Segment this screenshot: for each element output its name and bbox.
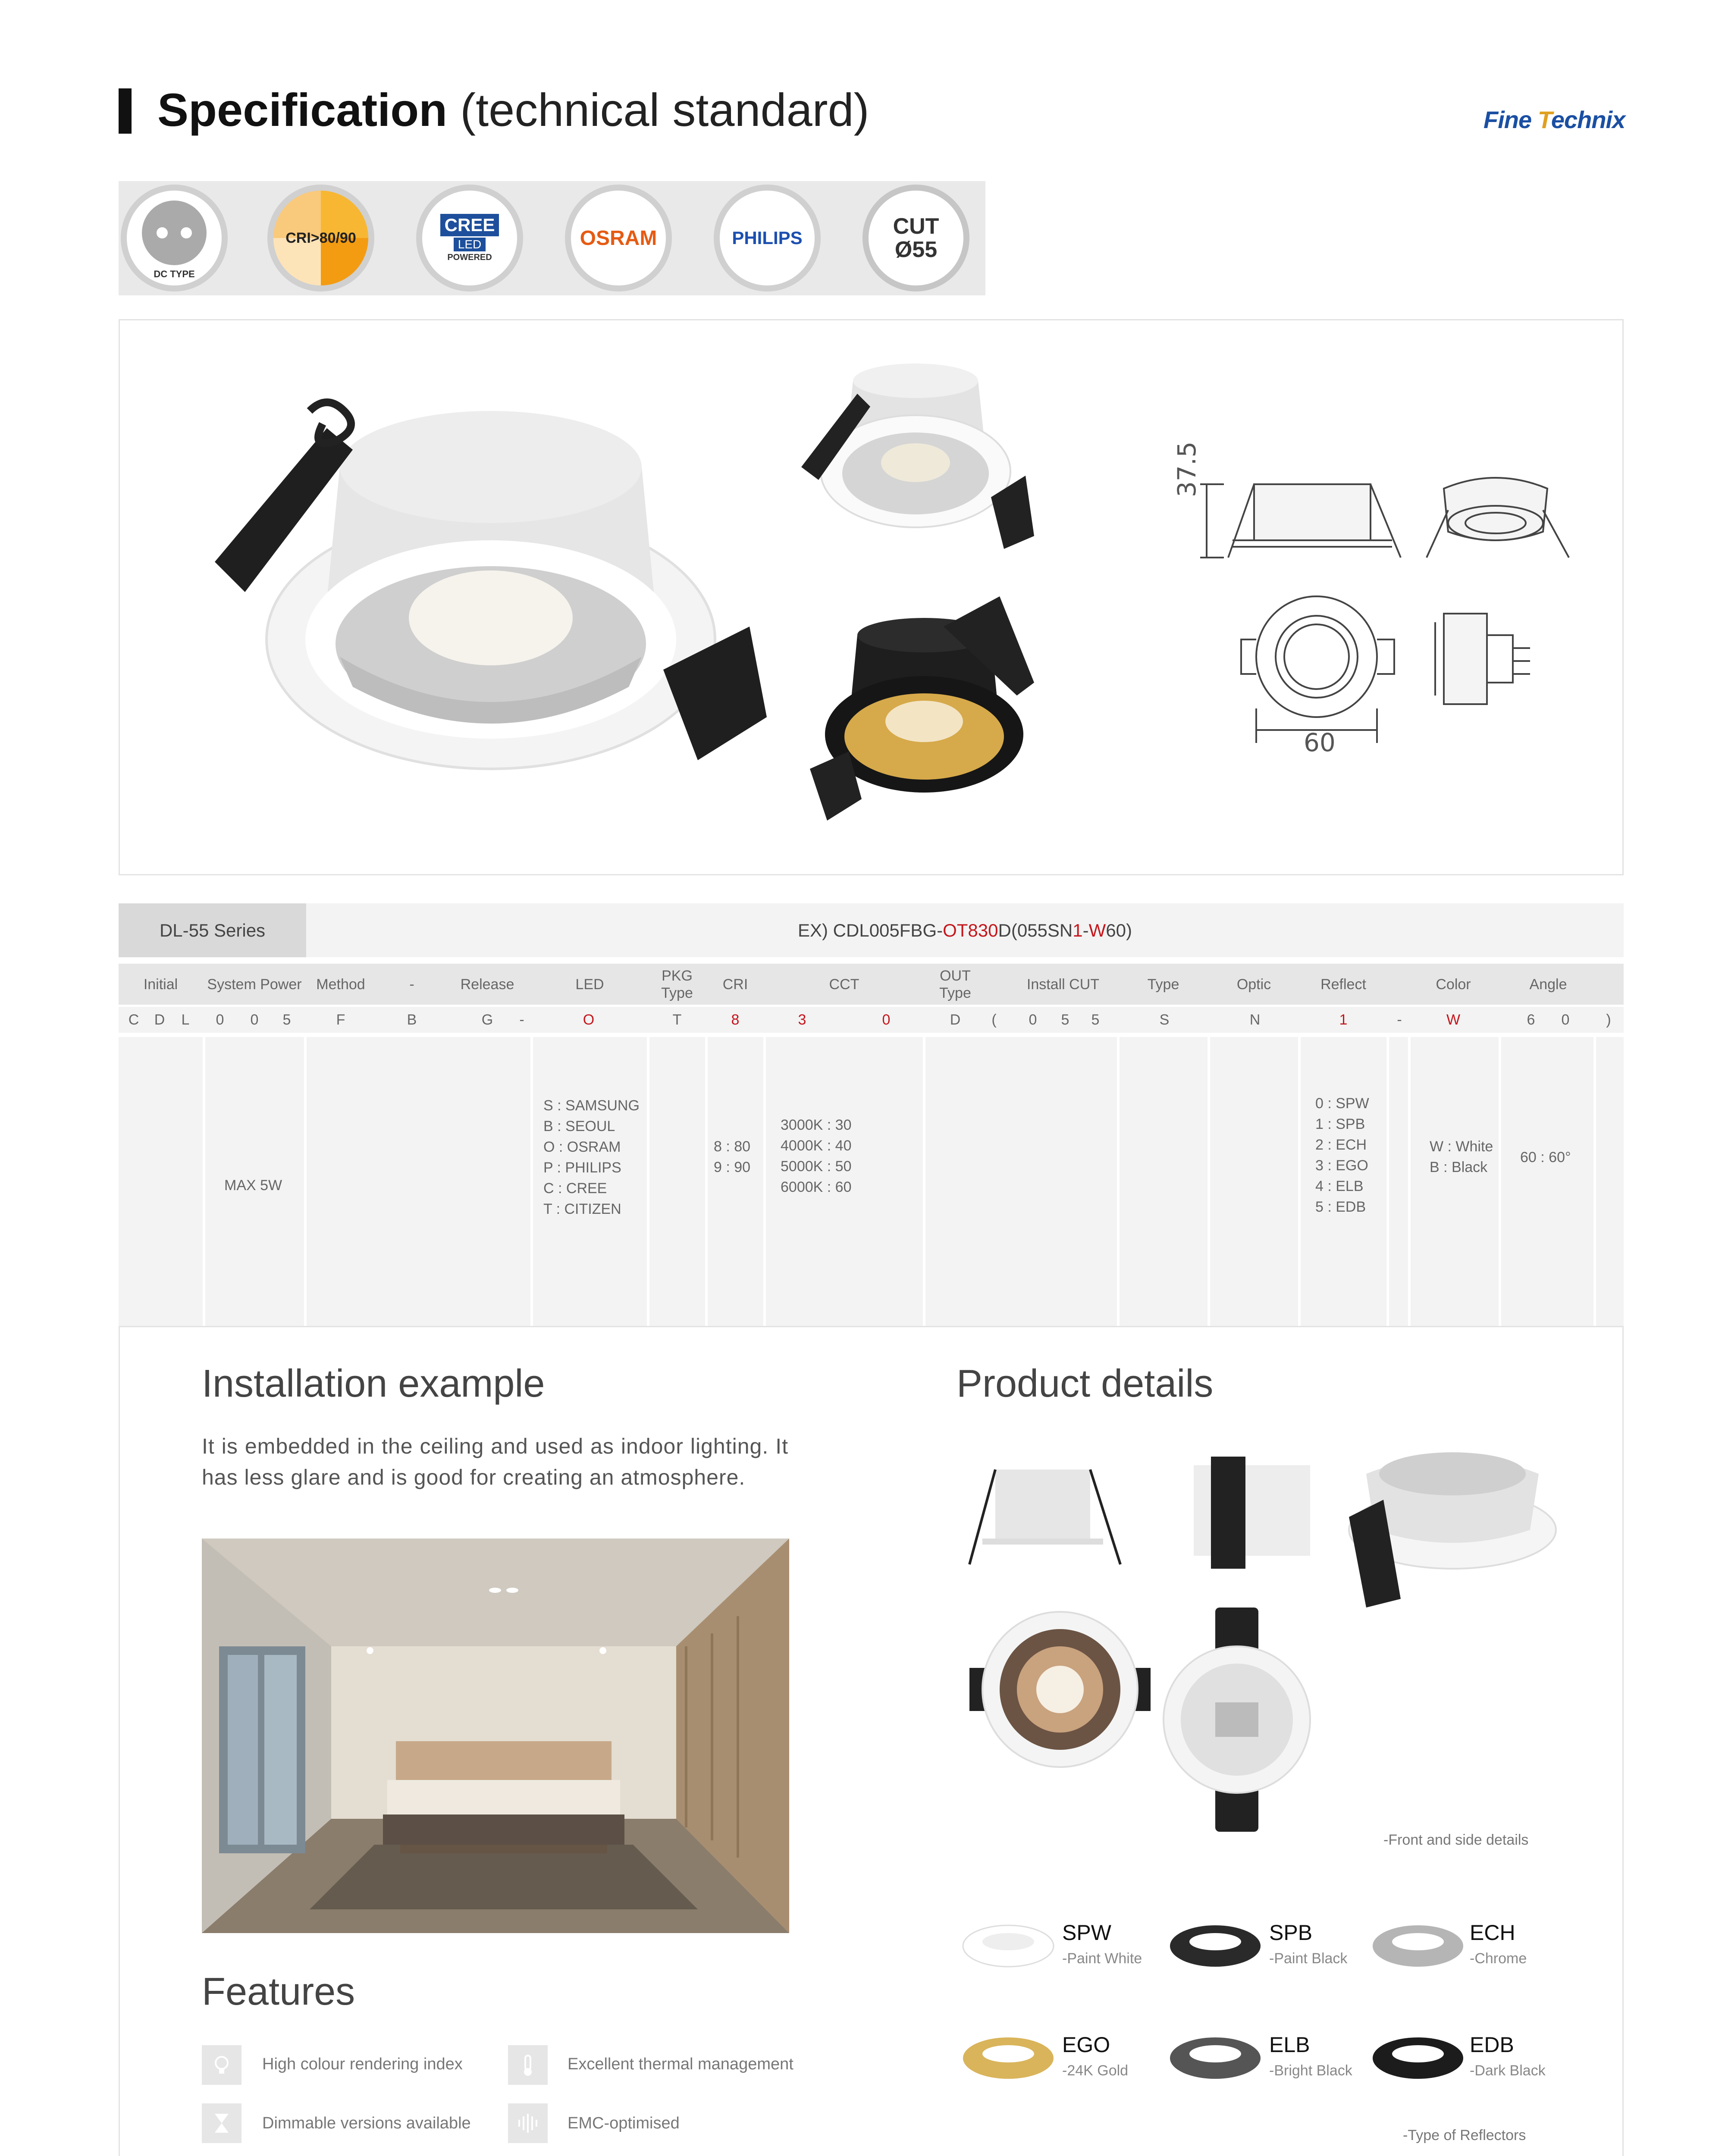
reflector-elb-code: ELB xyxy=(1269,2033,1310,2057)
reflector-spb-icon xyxy=(1168,1922,1263,1970)
header-angle: Angle xyxy=(1529,976,1567,993)
cri-options: 8 : 80 9 : 90 xyxy=(714,1138,751,1175)
reflector-elb-name: -Bright Black xyxy=(1269,2062,1352,2079)
options-row xyxy=(119,1037,1624,1335)
reflector-ech-code: ECH xyxy=(1470,1921,1515,1945)
header-dash: - xyxy=(409,976,414,993)
series-label: DL-55 Series xyxy=(119,903,306,957)
front-side-caption: -Front and side details xyxy=(1383,1832,1529,1848)
product-detail-images xyxy=(952,1444,1720,1832)
reflector-edb-name: -Dark Black xyxy=(1470,2062,1546,2079)
angle-options: 60 : 60° xyxy=(1520,1149,1571,1166)
reflector-spw-name: -Paint White xyxy=(1062,1950,1142,1967)
header-system-power: System Power xyxy=(207,976,302,993)
reflector-ego-code: EGO xyxy=(1062,2033,1110,2057)
dc-type-badge: DC TYPE xyxy=(121,185,228,291)
white-downlight-image xyxy=(198,359,801,842)
column-headers xyxy=(119,964,1624,1005)
reflector-ech-icon xyxy=(1371,1922,1465,1970)
feature-cri: High colour rendering index xyxy=(262,2055,463,2073)
details-panel xyxy=(119,1326,1624,2156)
header-reflect: Reflect xyxy=(1320,976,1366,993)
black-downlight-image xyxy=(801,596,1043,838)
reflector-ech-name: -Chrome xyxy=(1470,1950,1527,1967)
feature-dimmable: Dimmable versions available xyxy=(262,2114,471,2132)
technical-drawing xyxy=(1168,450,1599,773)
reflector-ego-name: -24K Gold xyxy=(1062,2062,1129,2079)
title-accent-bar xyxy=(119,88,132,134)
reflector-spw-code: SPW xyxy=(1062,1921,1111,1945)
reflector-ego-icon xyxy=(961,2034,1056,2082)
reflector-spw-icon xyxy=(961,1922,1056,1970)
header-initial: Initial xyxy=(143,976,178,993)
installation-text: It is embedded in the ceiling and used as indoor lighting. It has less glare and is good for creating an atmosphere. xyxy=(202,1434,788,1489)
reflector-edb-code: EDB xyxy=(1470,2033,1514,2057)
feature-emc: EMC-optimised xyxy=(568,2114,680,2132)
product-details-title: Product details xyxy=(957,1362,1214,1405)
header-out-type: OUT Type xyxy=(939,967,971,1001)
header-led: LED xyxy=(575,976,604,993)
feature-badges xyxy=(119,181,985,295)
cut-size-badge: CUT Ø55 xyxy=(862,185,969,291)
color-options: W : White B : Black xyxy=(1430,1138,1493,1175)
example-code: EX) CDL005FBG- OT830 D(055SN 1 - W 60) xyxy=(798,920,1132,940)
bedroom-installation-image xyxy=(202,1539,789,1933)
header-type: Type xyxy=(1147,976,1179,993)
reflector-spb-name: -Paint Black xyxy=(1269,1950,1348,1967)
cree-led-badge: CREE LED POWERED xyxy=(416,185,523,291)
reflect-options: 0 : SPW 1 : SPB 2 : ECH 3 : EGO 4 : ELB 5 : EDB xyxy=(1315,1095,1369,1215)
header-optic: Optic xyxy=(1236,976,1271,993)
reflectors-caption: -Type of Reflectors xyxy=(1403,2127,1526,2143)
light-bulb-icon xyxy=(202,2045,242,2085)
white-downlight-small-image xyxy=(793,355,1034,579)
product-image-panel xyxy=(119,319,1624,875)
installation-title: Installation example xyxy=(202,1362,545,1405)
feature-thermal: Excellent thermal management xyxy=(568,2055,794,2073)
emc-wave-icon xyxy=(508,2103,548,2143)
cct-options: 3000K : 30 4000K : 40 5000K : 50 6000K : 60 xyxy=(781,1117,852,1195)
header-cri: CRI xyxy=(722,976,748,993)
spec-table-header xyxy=(119,903,1624,957)
reflector-spb-code: SPB xyxy=(1269,1921,1313,1945)
osram-badge: OSRAM xyxy=(565,185,672,291)
header-install-cut: Install CUT xyxy=(1026,976,1100,993)
page-title: Specification (technical standard) xyxy=(157,84,869,136)
thermal-icon xyxy=(508,2045,548,2085)
features-title: Features xyxy=(202,1970,355,2013)
header-release: Release xyxy=(460,976,514,993)
header-pkg-type: PKG Type xyxy=(661,967,693,1001)
hourglass-icon xyxy=(202,2103,242,2143)
header-color: Color xyxy=(1436,976,1471,993)
width-dimension: 60 xyxy=(1304,728,1336,757)
philips-badge: PHILIPS xyxy=(714,185,821,291)
header-method: Method xyxy=(316,976,365,993)
header-cct: CCT xyxy=(829,976,859,993)
system-power-value: MAX 5W xyxy=(224,1177,282,1194)
height-dimension: 37.5 xyxy=(1172,441,1201,497)
cri-badge: CRI>80/90 xyxy=(267,185,374,291)
dc-plug-icon xyxy=(142,201,207,265)
reflector-edb-icon xyxy=(1371,2034,1465,2082)
reflector-elb-icon xyxy=(1168,2034,1263,2082)
led-options: S : SAMSUNG B : SEOUL O : OSRAM P : PHILIPS C : CREE T : CITIZEN xyxy=(543,1097,640,1217)
brand-logo[interactable]: Fine Technix xyxy=(1484,106,1625,133)
code-row: C D L 0 0 5 F B G - O T 8 3 0 D ( 0 5 5 S N 1 - W 6 0 ) xyxy=(119,1007,1624,1033)
